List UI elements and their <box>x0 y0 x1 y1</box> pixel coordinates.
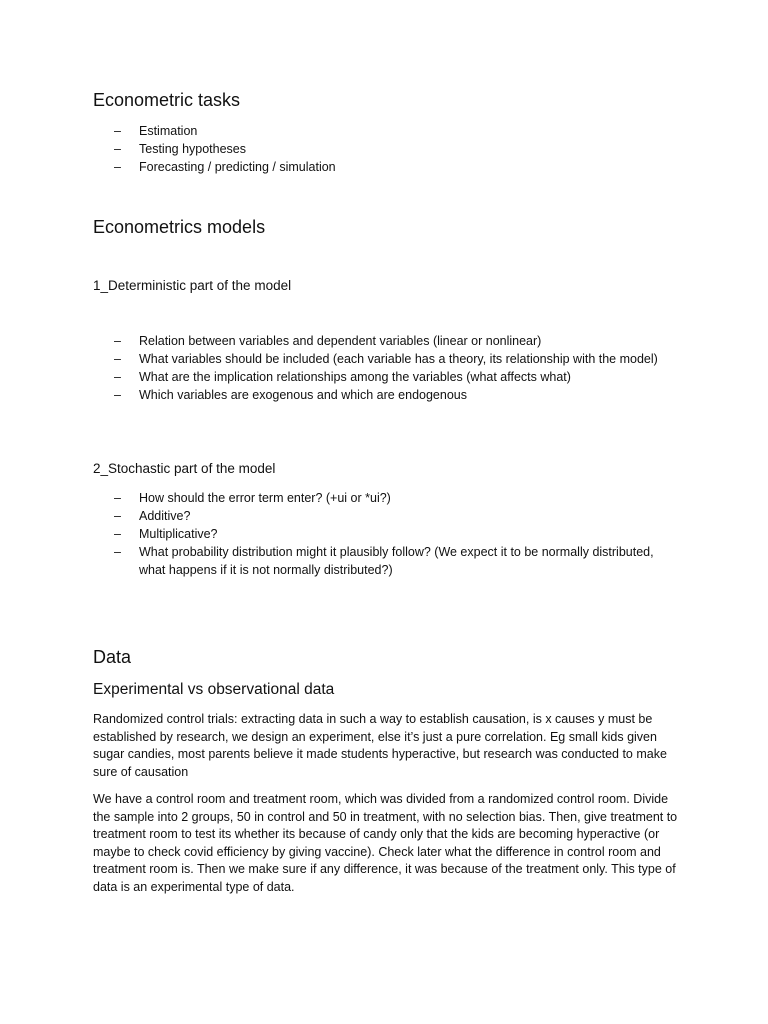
bullet-dash: – <box>114 370 121 384</box>
paragraph-control-treatment-room: We have a control room and treatment room, which was divided from a randomized control room. Divide the sample into 2 groups, 50 in control and 50 in treatment, with no selection bias. Then, give treatment to treatment room to test its whether its because of candy only that the kids are becoming hyperactive (or maybe to check covid efficiency by giving vaccine). Check later what the difference in control room and treatment room is. Then we make sure if any difference, it was because of the treatment only. This type of data is an experimental type of data. <box>93 792 678 894</box>
list-item <box>114 368 674 386</box>
bullet-dash: – <box>114 388 121 402</box>
bullet-dash: – <box>114 352 121 366</box>
list-item <box>114 332 674 350</box>
heading-econometrics-models: Econometrics models <box>93 217 266 237</box>
stochastic-list <box>114 489 674 579</box>
bullet-dash: – <box>114 334 121 348</box>
list-item-text: Multiplicative? <box>139 527 218 541</box>
bullet-dash: – <box>114 142 121 156</box>
heading-experimental-vs-observational: Experimental vs observational data <box>93 681 335 698</box>
list-item <box>114 158 674 176</box>
list-item-text: Estimation <box>139 124 198 138</box>
list-item <box>114 386 674 404</box>
econometric-tasks-list <box>114 122 674 176</box>
heading-deterministic-part: 1_Deterministic part of the model <box>93 278 292 293</box>
list-item-text: Relation between variables and dependent variables (linear or nonlinear) <box>139 334 542 348</box>
list-item <box>114 489 674 507</box>
bullet-dash: – <box>114 545 121 559</box>
heading-data: Data <box>93 647 132 667</box>
list-item <box>114 525 674 543</box>
list-item <box>114 140 674 158</box>
list-item <box>114 350 674 368</box>
list-item-text: What variables should be included (each variable has a theory, its relationship with the model) <box>139 352 658 366</box>
bullet-dash: – <box>114 491 121 505</box>
bullet-dash: – <box>114 124 121 138</box>
heading-stochastic-part: 2_Stochastic part of the model <box>93 461 276 476</box>
bullet-dash: – <box>114 509 121 523</box>
heading-econometric-tasks: Econometric tasks <box>93 90 241 110</box>
list-item <box>114 507 674 525</box>
list-item-text: Forecasting / predicting / simulation <box>139 160 336 174</box>
list-item-text: Additive? <box>139 509 191 523</box>
paragraph-randomized-control-trials: Randomized control trials: extracting data in such a way to establish causation, is x causes y must be established by research, we design an experiment, else it’s just a pure correlation. Eg small kids given sugar candies, most parents believe it made students hyperactive, but research was conducted to make sure of causation <box>93 712 667 779</box>
bullet-dash: – <box>114 160 121 174</box>
list-item-text: What are the implication relationships among the variables (what affects what) <box>139 370 571 384</box>
list-item-text: Testing hypotheses <box>139 142 247 156</box>
list-item-text: How should the error term enter? (+ui or *ui?) <box>139 491 391 505</box>
bullet-dash: – <box>114 527 121 541</box>
list-item <box>114 122 674 140</box>
deterministic-list <box>114 332 674 404</box>
list-item <box>114 543 674 579</box>
list-item-text: What probability distribution might it plausibly follow? (We expect it to be normally distributed, what happens if it is not normally distributed?) <box>139 545 654 577</box>
list-item-text: Which variables are exogenous and which are endogenous <box>139 388 467 402</box>
